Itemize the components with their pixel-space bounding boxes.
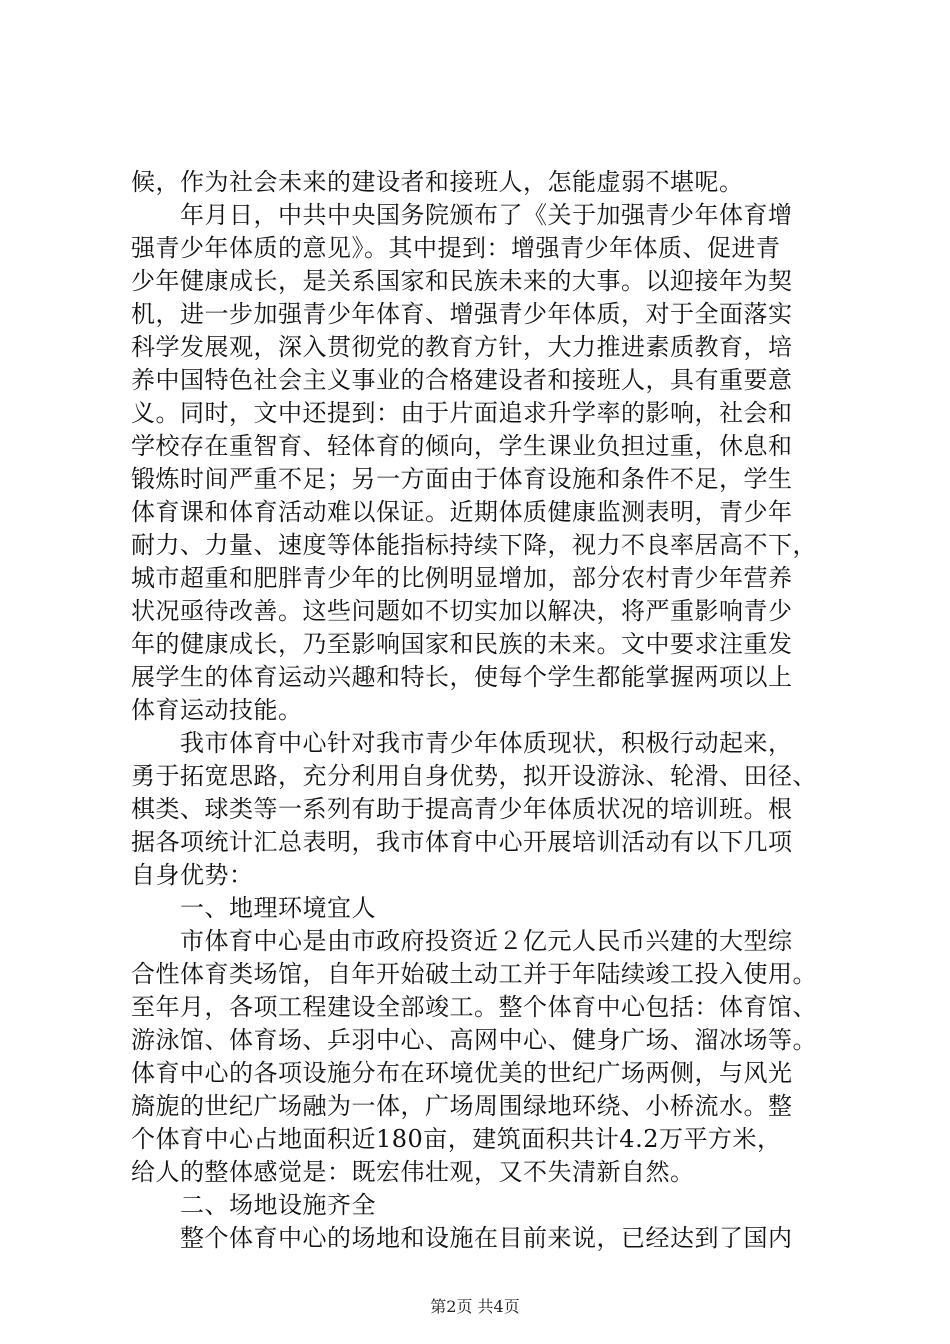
text-line: 锻炼时间严重不足；另一方面由于体育设施和条件不足，学生 — [131, 465, 793, 493]
text-line: 科学发展观，深入贯彻党的教育方针，大力推进素质教育，培 — [131, 333, 793, 361]
text-line: 给人的整体感觉是：既宏伟壮观，又不失清新自然。 — [131, 1158, 695, 1186]
text-line: 机，进一步加强青少年体育、增强青少年体质，对于全面落实 — [131, 300, 793, 328]
text-line: 少年健康成长，是关系国家和民族未来的大事。以迎接年为契 — [131, 267, 793, 295]
text-line: 强青少年体质的意见》。其中提到：增强青少年体质、促进青 — [131, 234, 781, 262]
text-line: 自身优势： — [131, 861, 254, 889]
text-line: 旖旎的世纪广场融为一体，广场周围绿地环绕、小桥流水。整 — [131, 1092, 793, 1120]
text-line: 义。同时，文中还提到：由于片面追求升学率的影响，社会和 — [131, 399, 793, 427]
text-line: 整个体育中心的场地和设施在目前来说，已经达到了国内 — [131, 1224, 793, 1252]
text-line: 年月日，中共中央国务院颁布了《关于加强青少年体育增 — [131, 201, 793, 229]
text-line: 游泳馆、体育场、乒羽中心、高网中心、健身广场、溜冰场等。 — [131, 1026, 817, 1054]
text-line: 城市超重和肥胖青少年的比例明显增加，部分农村青少年营养 — [131, 564, 793, 592]
text-line: 体育课和体育活动难以保证。近期体质健康监测表明，青少年 — [131, 498, 793, 526]
text-line: 展学生的体育运动兴趣和特长，使每个学生都能掌握两项以上 — [131, 663, 793, 691]
text-line: 至年月，各项工程建设全部竣工。整个体育中心包括：体育馆、 — [131, 993, 817, 1021]
text-line: 我市体育中心针对我市青少年体质现状，积极行动起来， — [131, 729, 793, 757]
text-line: 耐力、力量、速度等体能指标持续下降，视力不良率居高不下， — [131, 531, 817, 559]
text-line: 合性体育类场馆，自年开始破土动工并于年陆续竣工投入使用。 — [131, 960, 817, 988]
document-body — [131, 166, 831, 1255]
text-line: 养中国特色社会主义事业的合格建设者和接班人，具有重要意 — [131, 366, 793, 394]
section-heading: 一、地理环境宜人 — [131, 894, 376, 922]
text-line: 状况亟待改善。这些问题如不切实加以解决，将严重影响青少 — [131, 597, 793, 625]
section-heading: 二、场地设施齐全 — [131, 1191, 376, 1219]
text-line: 棋类、球类等一系列有助于提高青少年体质状况的培训班。根 — [131, 795, 793, 823]
text-line: 体育中心的各项设施分布在环境优美的世纪广场两侧，与风光 — [131, 1059, 793, 1087]
text-line: 市体育中心是由市政府投资近２亿元人民币兴建的大型综 — [131, 927, 793, 955]
page-footer: 第2页 共4页 — [430, 1297, 520, 1316]
text-line: 学校存在重智育、轻体育的倾向，学生课业负担过重，休息和 — [131, 432, 793, 460]
text-line: 年的健康成长，乃至影响国家和民族的未来。文中要求注重发 — [131, 630, 793, 658]
text-line: 个体育中心占地面积近180亩，建筑面积共计4.2万平方米， — [131, 1125, 782, 1153]
text-line: 据各项统计汇总表明，我市体育中心开展培训活动有以下几项 — [131, 828, 793, 856]
text-line: 勇于拓宽思路，充分利用自身优势，拟开设游泳、轮滑、田径、 — [131, 762, 817, 790]
text-line: 体育运动技能。 — [131, 696, 303, 724]
text-line: 候，作为社会未来的建设者和接班人，怎能虚弱不堪呢。 — [131, 168, 744, 196]
